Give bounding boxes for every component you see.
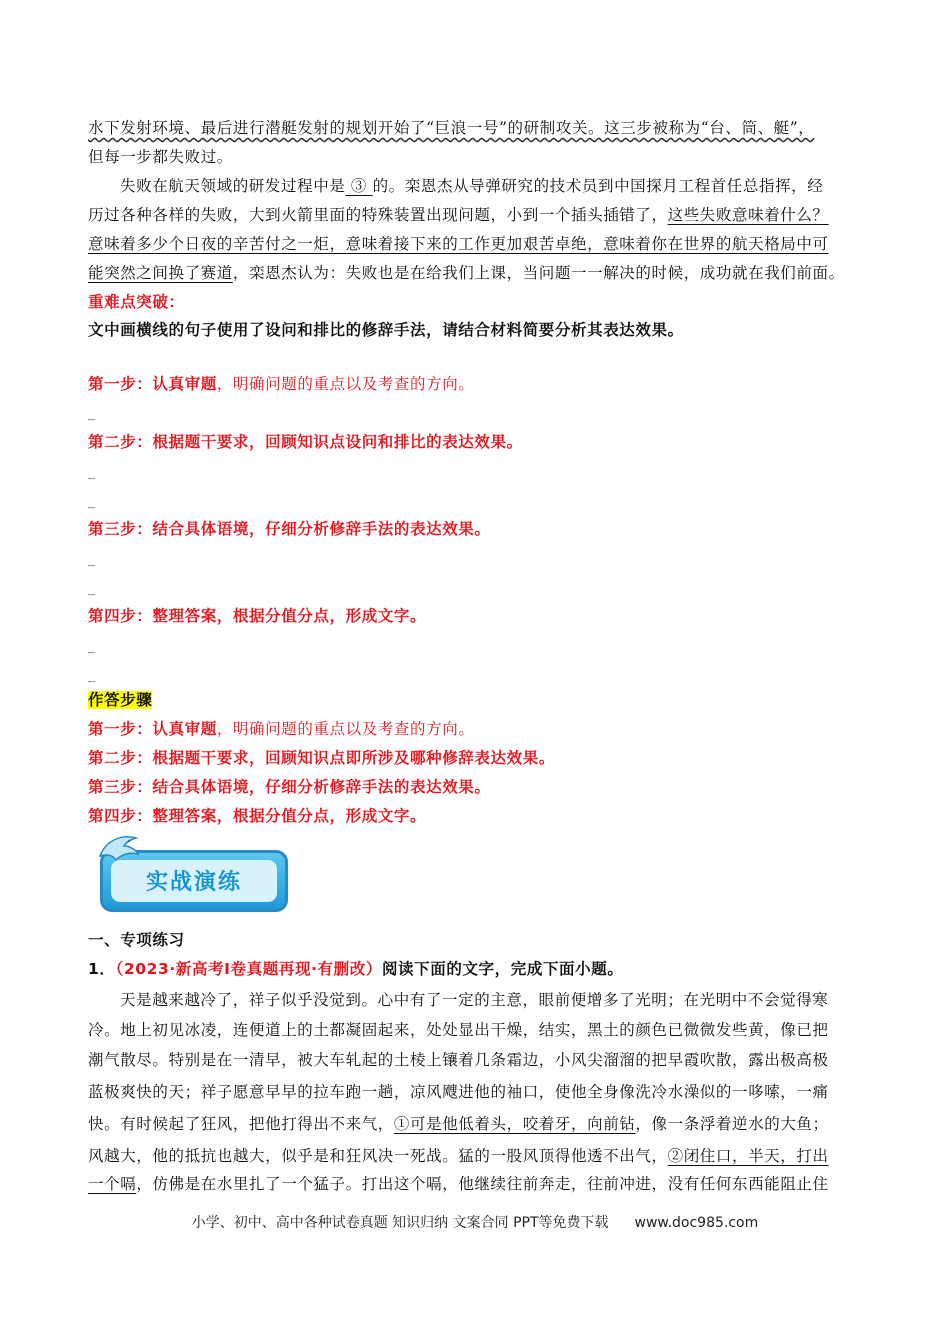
step-1 xyxy=(88,370,868,399)
key-point-title: 重难点突破： xyxy=(88,293,185,311)
passage-line-3 xyxy=(120,172,900,201)
underlined-phrase-2: ②闭住口，半天，打出 xyxy=(667,1147,829,1165)
answer-blank: _ xyxy=(88,667,95,683)
passage-line-1: 水下发射环境、最后进行潜艇发射的规划开始了“巨浪一号”的研制攻关。这三步被称为“台、筒、艇”， xyxy=(88,119,815,137)
footer-url[interactable]: www.doc985.com xyxy=(634,1215,759,1231)
underlined-phrase-1: ①可是他低着头，咬着牙，向前钻 xyxy=(393,1115,636,1133)
answer-step-1 xyxy=(88,715,868,744)
answer-step-3: 第三步：结合具体语境，仔细分析修辞手法的表达效果。 xyxy=(88,778,491,796)
passage-text: 的。栾恩杰从导弹研究的技术员到中国探月工程首任总指挥，经 xyxy=(372,177,824,195)
answer-blank: _ xyxy=(88,551,95,567)
passage-text: 历过各种各样的失败，大到火箭里面的特殊装置出现问题，小到一个插头插错了， xyxy=(88,206,668,224)
page-footer xyxy=(0,1212,950,1232)
passage-b-line-3: 潮气散尽。特别是在一清早，被大车轧起的土棱上镶着几条霜边，小风尖溜溜的把早霞吹散，露出极高极 xyxy=(88,1051,829,1069)
answer-blank: _ xyxy=(88,638,95,654)
passage-text: ，仿佛是在水里扎了一个猛子。打出这个嗝，他继续往前奔走，往前冲进，没有任何东西能阻止住 xyxy=(136,1175,829,1193)
answer-step-2: 第二步：根据题干要求，回顾知识点即所涉及哪种修辞表达效果。 xyxy=(88,749,555,767)
step-3: 第三步：结合具体语境，仔细分析修辞手法的表达效果。 xyxy=(88,520,491,538)
passage-b-line-6 xyxy=(88,1142,868,1171)
passage-line-2: 但每一步都失败过。 xyxy=(88,148,233,166)
underlined-sentence: 能突然之间换了赛道 xyxy=(88,264,233,282)
passage-b-line-7 xyxy=(88,1170,868,1199)
answer-blank: _ xyxy=(88,405,95,421)
footer-text: 小学、初中、高中各种试卷真题 知识归纳 文案合同 PPT等免费下载 xyxy=(191,1215,609,1231)
question-number: 1． xyxy=(88,960,116,978)
answer-step-4: 第四步：整理答案，根据分值分点，形成文字。 xyxy=(88,807,427,825)
key-point-question: 文中画横线的句子使用了设问和排比的修辞手法，请结合材料简要分析其表达效果。 xyxy=(88,321,684,339)
underlined-sentence: 这些失败意味着什么？ xyxy=(667,206,829,224)
passage-b-line-2: 冷。地上初见冰凌，连便道上的土都凝固起来，处处显出干燥，结实，黑土的颜色已微微发些黄，像已把 xyxy=(88,1021,829,1039)
passage-b-line-4: 蓝极爽快的天；祥子愿意早早的拉车跑一趟，凉风飕进他的袖口，使他全身像洗冷水澡似的一哆嗦，一痛 xyxy=(88,1083,829,1101)
answer-steps-label: 作答步骤 xyxy=(88,691,153,709)
underlined-sentence: 意味着多少个日夜的辛苦付之一炬，意味着接下来的工作更加艰苦卓绝，意味着你在世界的航天格局中可 xyxy=(88,235,829,253)
passage-line-6 xyxy=(88,259,868,288)
answer-blank: _ xyxy=(88,580,95,596)
step-1-label: 第一步：认真审题 xyxy=(88,375,217,393)
passage-text: 快。有时候起了狂风，把他打得出不来气， xyxy=(88,1115,394,1133)
step-2: 第二步：根据题干要求，回顾知识点设问和排比的表达效果。 xyxy=(88,433,523,451)
passage-text: ，栾恩杰认为：失败也是在给我们上课，当问题一一解决的时候，成功就在我们前面。 xyxy=(232,264,845,282)
passage-text: ，像一条浮着逆水的大鱼； xyxy=(635,1115,829,1133)
badge-label: 实战演练 xyxy=(145,870,242,895)
step-4: 第四步：整理答案，根据分值分点，形成文字。 xyxy=(88,607,427,625)
answer-blank: _ xyxy=(88,493,95,509)
passage-b-line-5 xyxy=(88,1110,868,1139)
answer-step-1-label: 第一步：认真审题 xyxy=(88,720,217,738)
passage-b-line-1: 天是越来越冷了，祥子似乎没觉到。心中有了一定的主意，眼前便增多了光明；在光明中不会觉得寒 xyxy=(120,991,829,1009)
question-1 xyxy=(88,955,868,984)
passage-text: 失败在航天领域的研发过程中是 xyxy=(120,177,346,195)
answer-steps-title xyxy=(88,686,868,715)
section-heading: 一、专项练习 xyxy=(88,931,185,949)
passage-line-4 xyxy=(88,201,868,230)
question-instruction: 阅读下面的文字，完成下面小题。 xyxy=(381,960,624,978)
blank-3: ③ xyxy=(345,177,373,195)
passage-text: 风越大，他的抵抗也越大，似乎是和狂风决一死战。猛的一股风顶得他透不出气， xyxy=(88,1147,668,1165)
answer-step-1-text: ，明确问题的重点以及考查的方向。 xyxy=(216,720,475,738)
question-source: （2023·新高考Ⅰ卷真题再现·有删改） xyxy=(115,960,382,978)
step-1-text: ，明确问题的重点以及考查的方向。 xyxy=(216,375,475,393)
dolphin-icon xyxy=(96,832,142,866)
answer-blank: _ xyxy=(88,464,95,480)
underlined-phrase-2-cont: 一个嗝 xyxy=(88,1175,137,1193)
